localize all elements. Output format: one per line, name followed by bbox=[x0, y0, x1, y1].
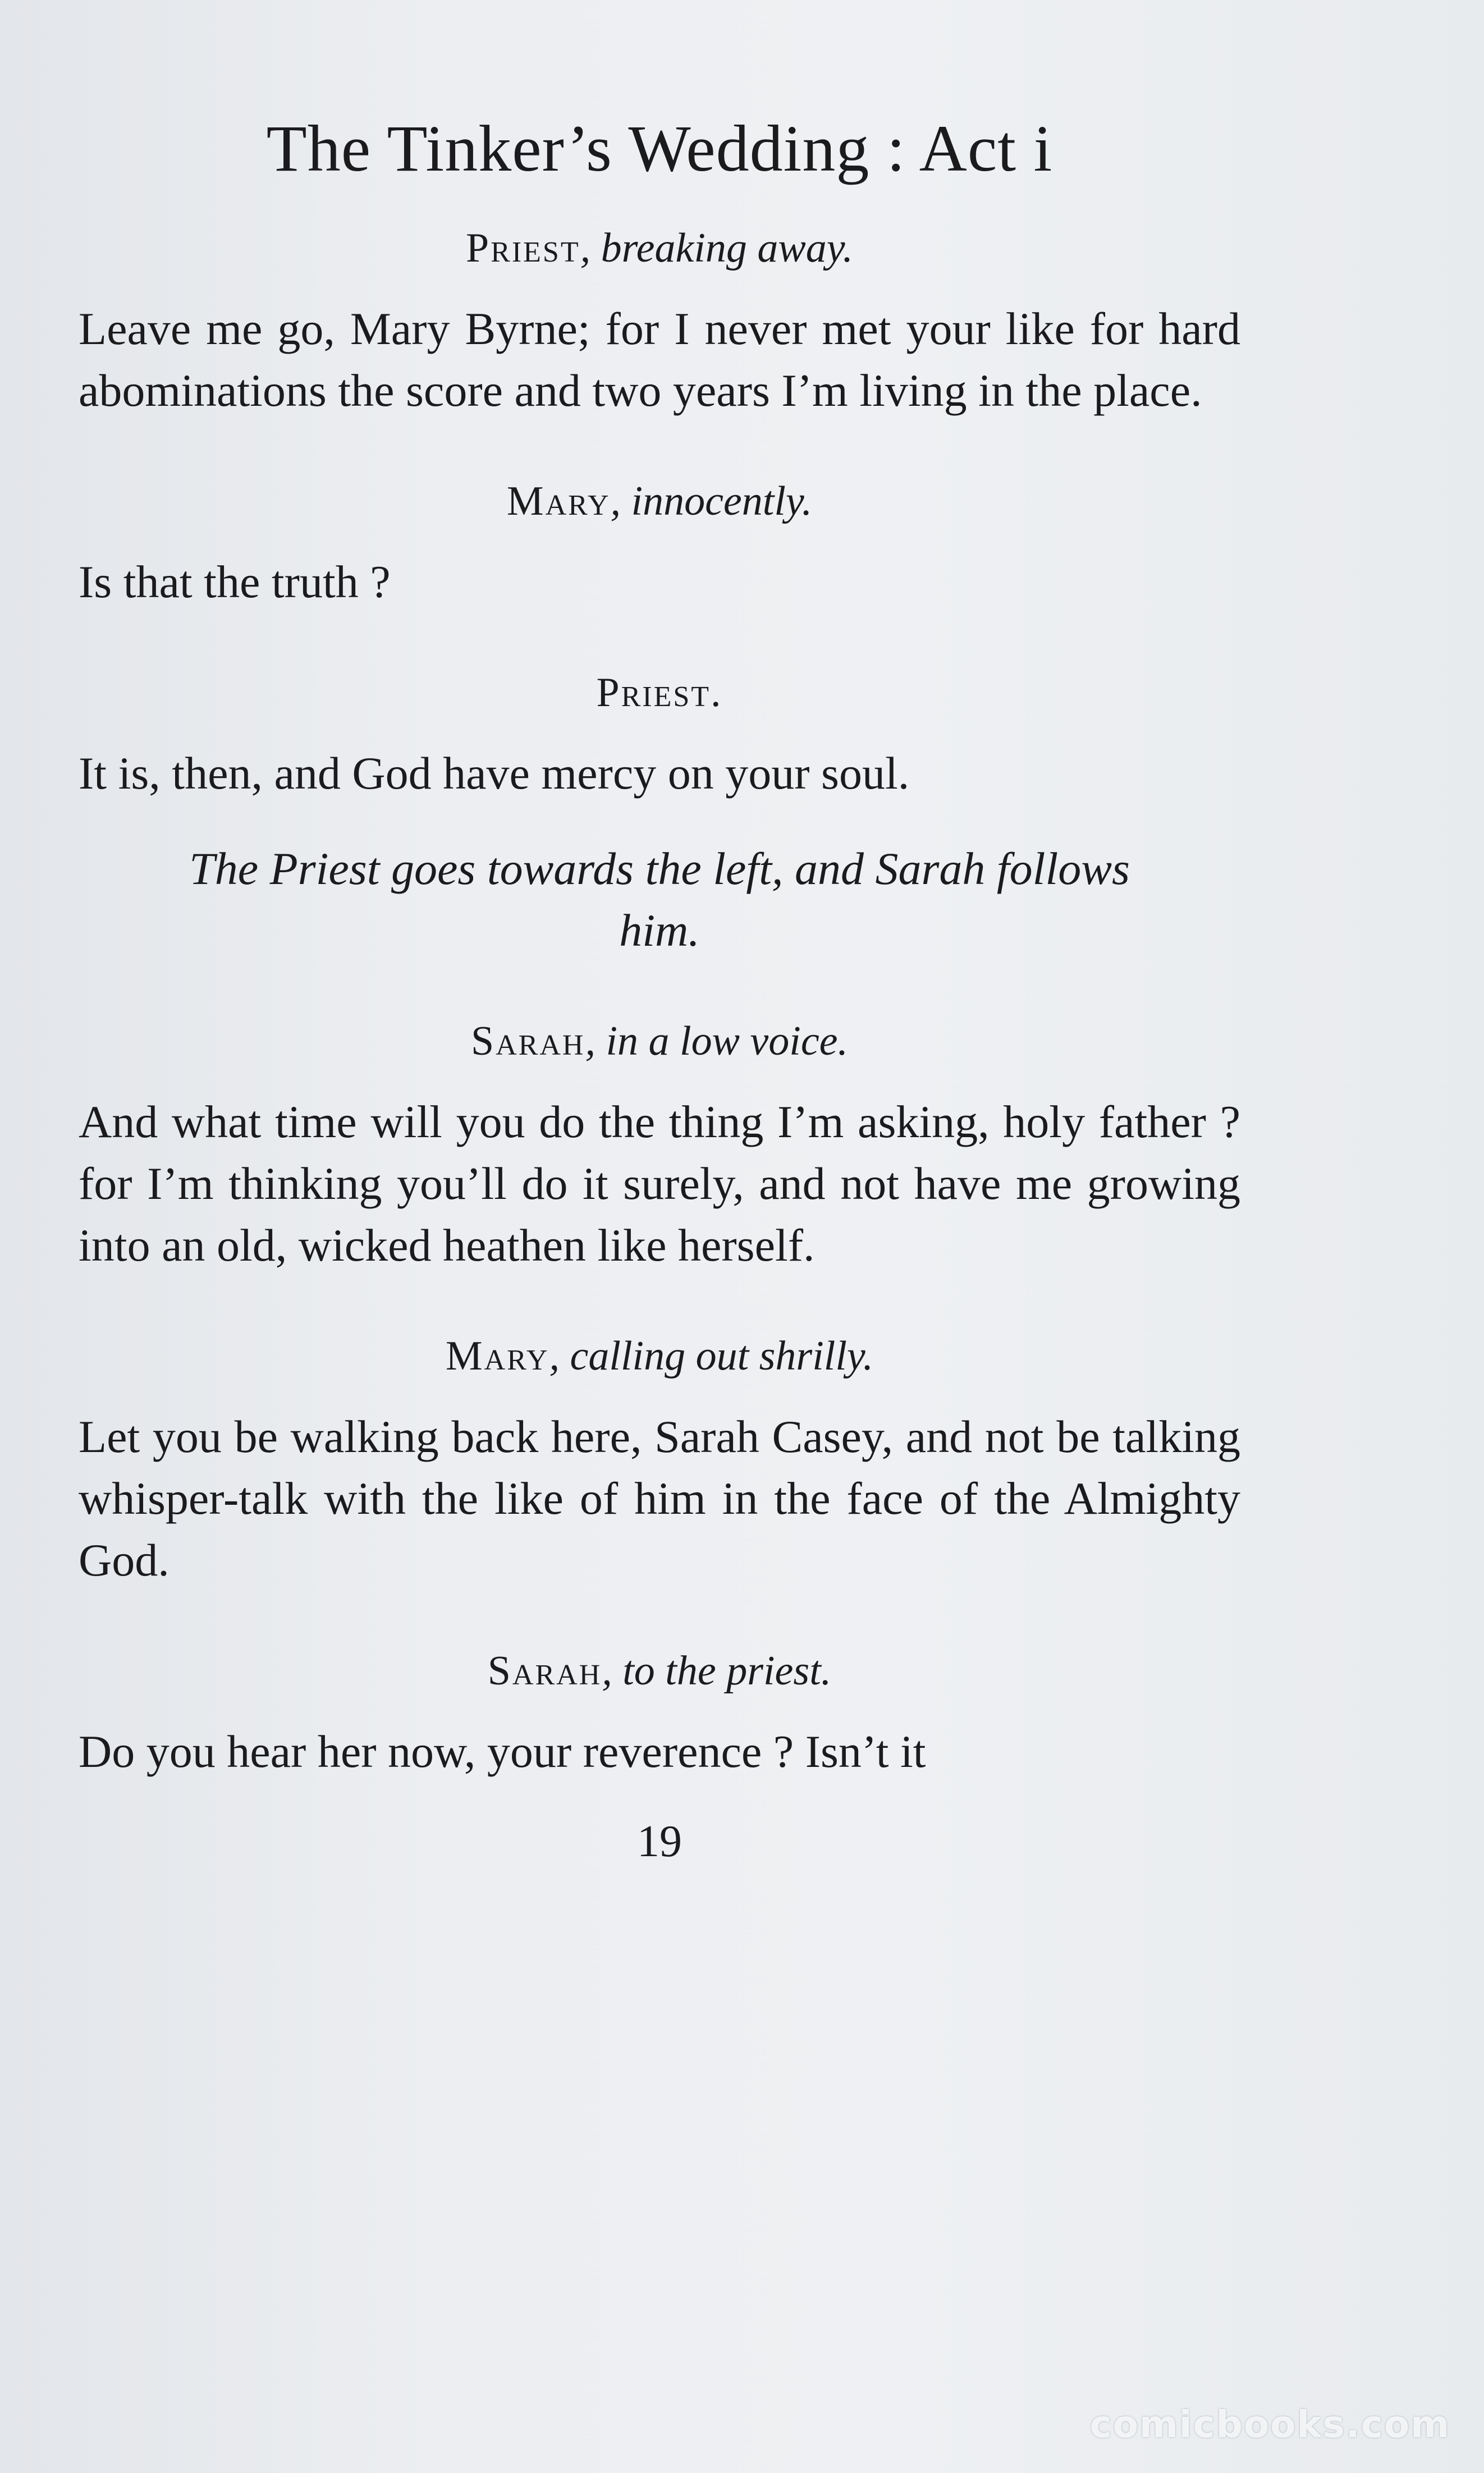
speaker-heading bbox=[79, 478, 1240, 525]
running-head: The Tinker’s Wedding : Act i bbox=[266, 112, 1053, 185]
text-column bbox=[79, 112, 1240, 1867]
speaker-direction: , breaking away. bbox=[580, 225, 854, 271]
speaker-name: Mary bbox=[445, 1333, 549, 1380]
speaker-heading bbox=[79, 1332, 1240, 1380]
speech-paragraph: It is, then, and God have mercy on your soul. bbox=[79, 748, 910, 799]
speaker-direction: , calling out shrilly. bbox=[549, 1333, 874, 1380]
speaker-heading bbox=[79, 1018, 1240, 1065]
speaker-heading bbox=[79, 225, 1240, 272]
speaker-heading bbox=[79, 669, 1240, 717]
stage-direction: The Priest goes towards the left, and Sarah follows him. bbox=[189, 843, 1130, 956]
speaker-direction: , to the priest. bbox=[602, 1648, 832, 1695]
speaker-direction: , in a low voice. bbox=[585, 1018, 849, 1065]
speech-paragraph: Do you hear her now, your reverence ? Isn’t it bbox=[79, 1726, 926, 1778]
page-number: 19 bbox=[637, 1817, 682, 1867]
speech-paragraph: Is that the truth ? bbox=[79, 556, 391, 607]
speech-paragraph: And what time will you do the thing I’m asking, holy father ? for I’m thinking you’ll do it surely, and not have me growing into an old, wicked heathen like herself. bbox=[79, 1096, 1240, 1271]
speaker-name: Mary bbox=[506, 478, 611, 524]
speaker-direction: , innocently. bbox=[610, 478, 813, 524]
speech-paragraph: Let you be walking back here, Sarah Casey, and not be talking whisper-talk with the like of him in the face of the Almighty God. bbox=[79, 1411, 1240, 1586]
speaker-name: Priest. bbox=[596, 669, 723, 716]
speech-paragraph: Leave me go, Mary Byrne; for I never met your like for hard abominations the score and two years I’m living in the place. bbox=[79, 303, 1240, 416]
watermark: comicbooks.com bbox=[1089, 2403, 1450, 2446]
speaker-heading bbox=[79, 1647, 1240, 1695]
speaker-name: Sarah bbox=[487, 1648, 602, 1695]
speaker-name: Priest bbox=[465, 225, 580, 271]
speaker-name: Sarah bbox=[470, 1018, 585, 1065]
